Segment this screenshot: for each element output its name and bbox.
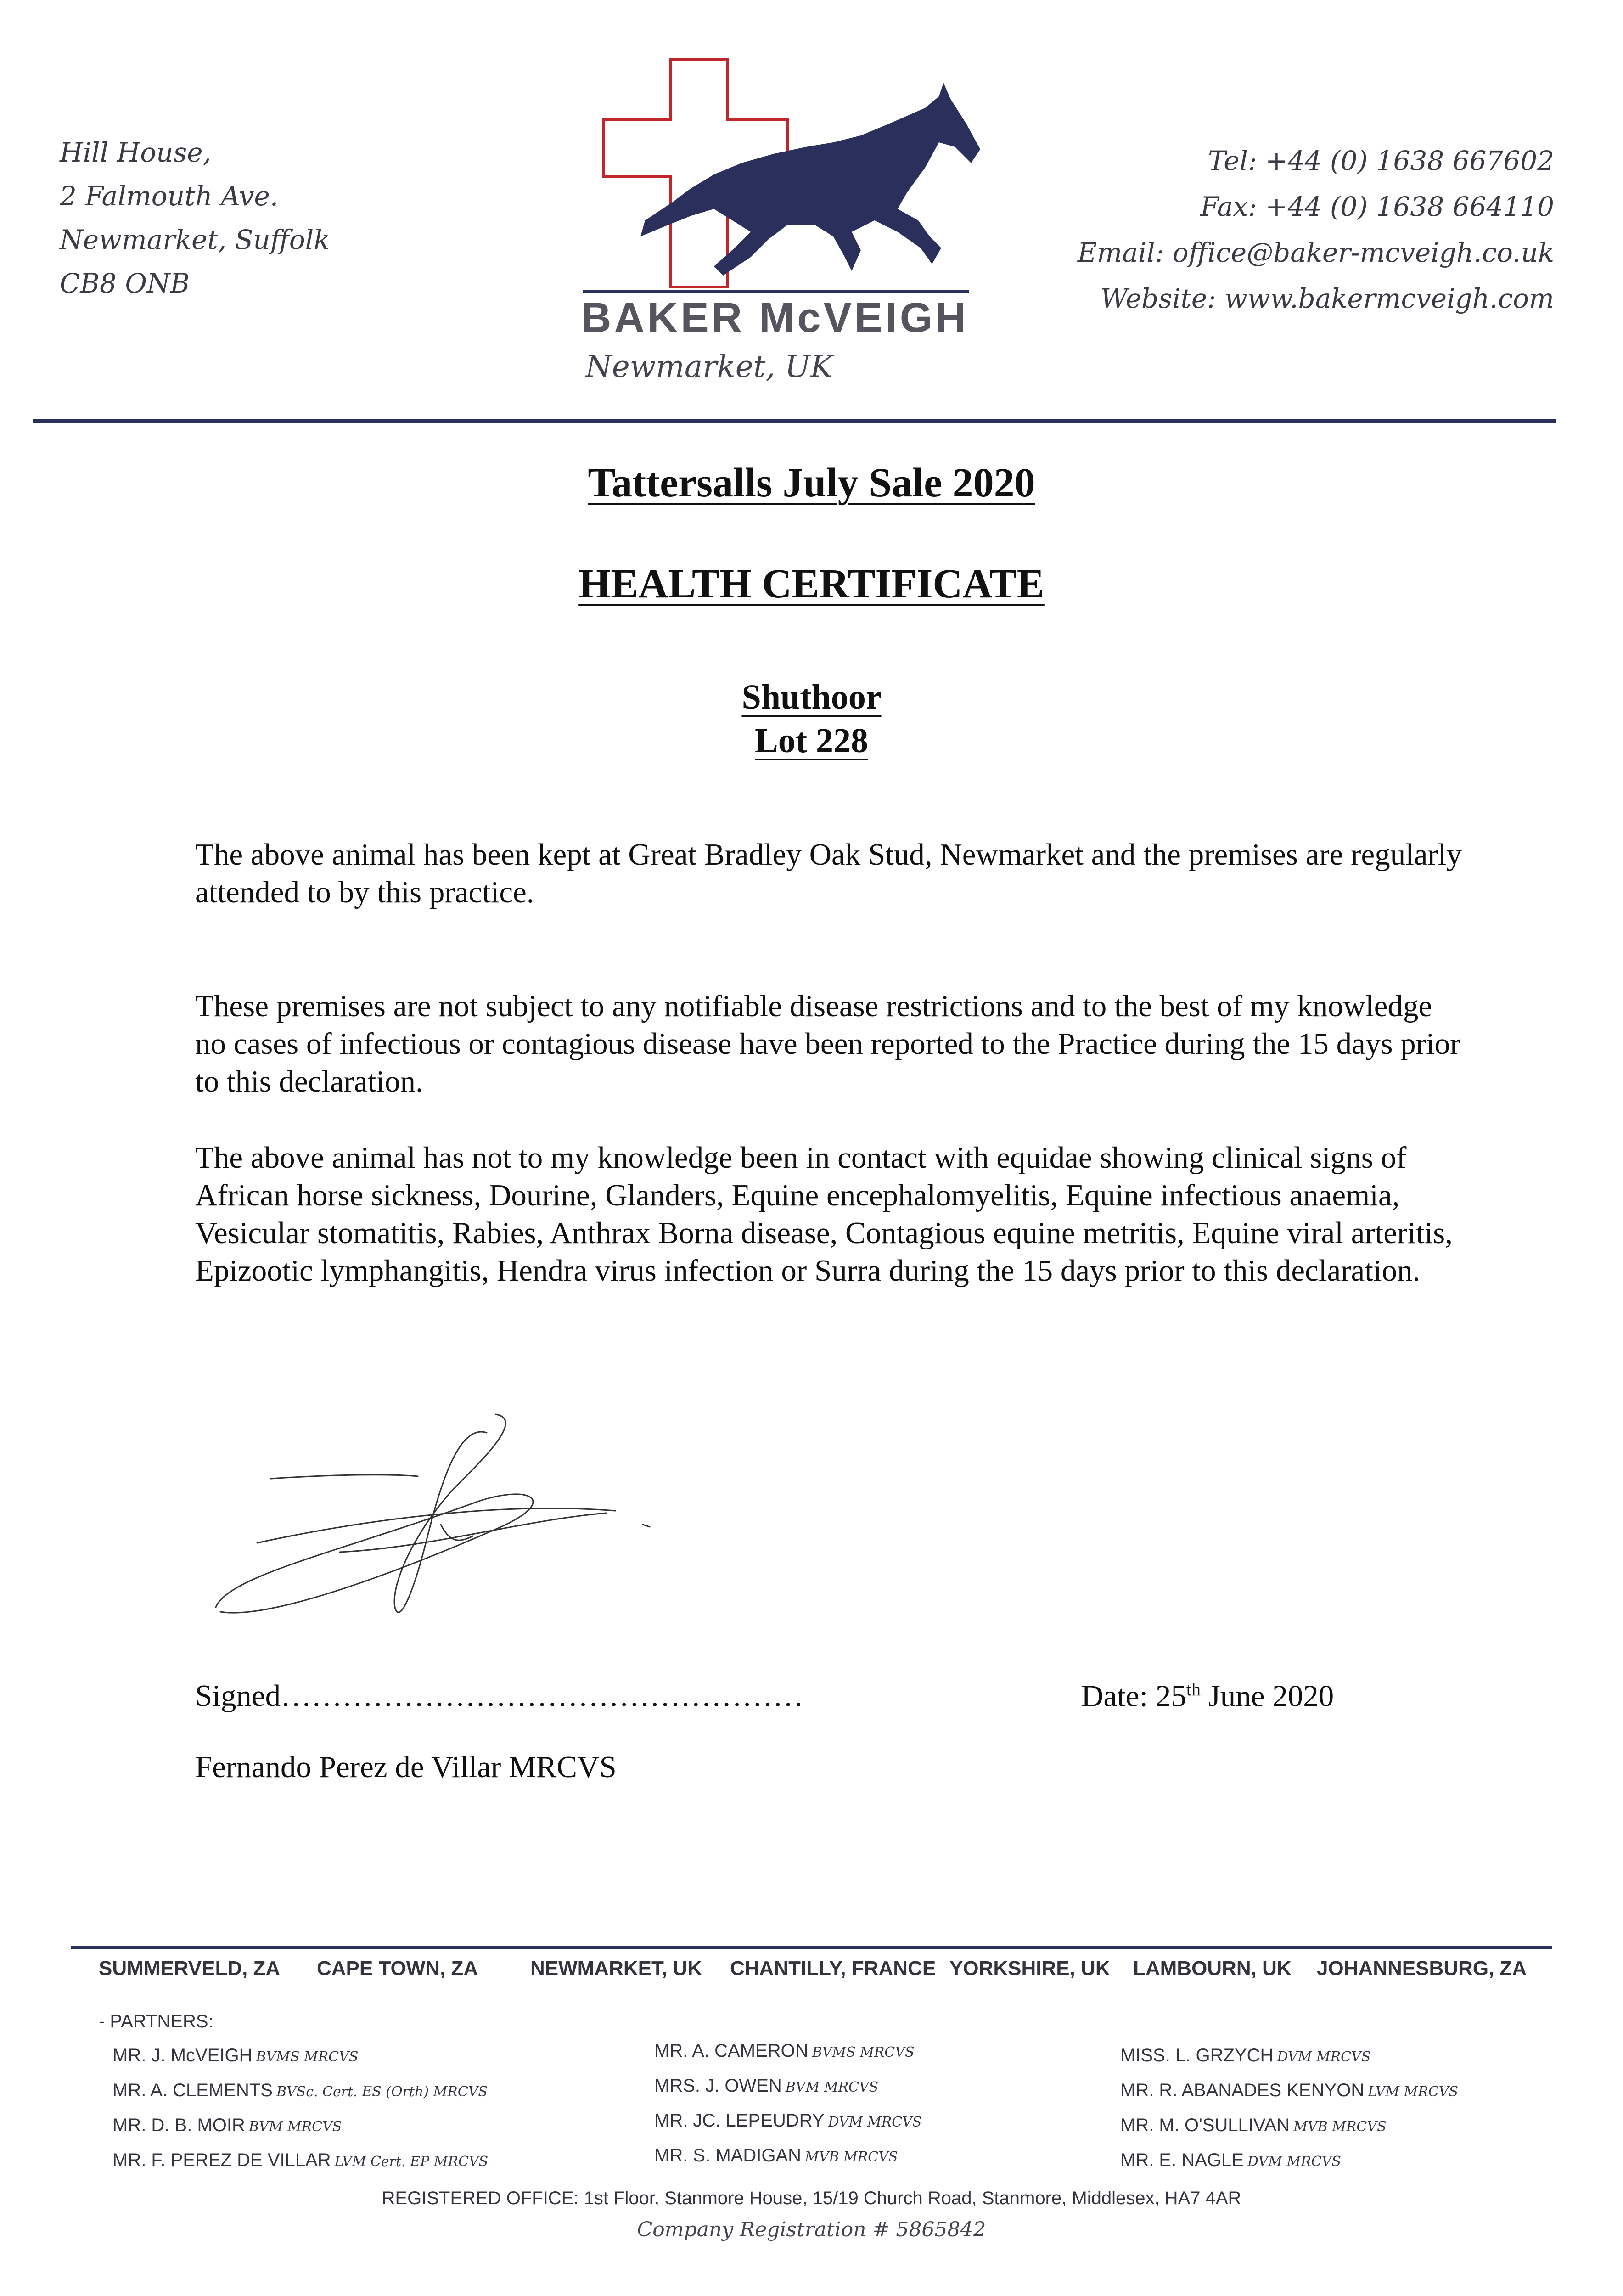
partner-name: MR. E. NAGLE <box>1120 2150 1244 2170</box>
partner-name: MRS. J. OWEN <box>654 2076 782 2096</box>
horse-icon <box>640 83 980 276</box>
partner-qualifications: LVM MRCVS <box>1368 2084 1458 2100</box>
baker-mcveigh-logo <box>576 55 989 294</box>
partner-name: MR. M. O'SULLIVAN <box>1120 2115 1290 2135</box>
lot-number: Lot 228 <box>755 721 868 760</box>
signature-line: Signed…………………………………………… <box>195 1679 804 1713</box>
partner-entry <box>654 2104 921 2139</box>
partner-qualifications: BVMS MRCVS <box>256 2049 359 2065</box>
partner-qualifications: BVM MRCVS <box>248 2119 342 2135</box>
partner-entry <box>112 2109 488 2144</box>
partners-label: - PARTNERS: <box>99 2011 213 2032</box>
partner-entry <box>654 2139 921 2174</box>
address-line: CB8 ONB <box>60 268 190 299</box>
partner-qualifications: DVM MRCVS <box>828 2114 922 2130</box>
address-line: Hill House, <box>60 137 212 168</box>
partner-entry <box>1120 2144 1458 2178</box>
partners-column <box>654 2034 921 2174</box>
fax-number: Fax: +44 (0) 1638 664110 <box>1200 191 1554 222</box>
partner-qualifications: BVM MRCVS <box>785 2079 879 2095</box>
paragraph-disease-restrictions: These premises are not subject to any notifiable disease restrictions and to the best of my knowledge no cases of infectious or contagious disease have been reported to the Practice during the 15 days prior to this declaration. <box>195 989 1460 1098</box>
header-divider <box>33 419 1556 423</box>
address-line: Newmarket, Suffolk <box>60 224 330 255</box>
partner-qualifications: BVMS MRCVS <box>812 2044 915 2060</box>
office-location: JOHANNESBURG, ZA <box>1317 1957 1527 1980</box>
partner-entry <box>112 2039 488 2074</box>
partner-entry <box>654 2069 921 2104</box>
partners-column <box>1120 2039 1458 2178</box>
sale-title: Tattersalls July Sale 2020 <box>588 460 1035 506</box>
partner-entry <box>1120 2109 1458 2144</box>
office-location: LAMBOURN, UK <box>1133 1957 1292 1980</box>
paragraph-contact-declaration: The above animal has not to my knowledge been in contact with equidae showing clinical signs of African horse sickness, Dourine, Glanders, Equine encephalomyelitis, Equine infectious anaemia, Vesicular stomatitis, Rabies, Anthrax Borna disease, Contagious equine metritis, Equine viral arteritis, Epizootic lymphangitis, Hendra virus infection or Surra during the 15 days prior to this declaration. <box>195 1141 1453 1288</box>
office-location: CAPE TOWN, ZA <box>317 1957 478 1980</box>
office-location: NEWMARKET, UK <box>530 1957 702 1980</box>
partner-qualifications: MVB MRCVS <box>1293 2119 1387 2135</box>
email-address: Email: office@baker-mcveigh.co.uk <box>1077 237 1554 268</box>
signer-name: Fernando Perez de Villar MRCVS <box>195 1750 617 1784</box>
office-location: YORKSHIRE, UK <box>949 1957 1110 1980</box>
partner-entry <box>112 2144 488 2178</box>
address-line: 2 Falmouth Ave. <box>60 180 279 212</box>
partner-entry <box>654 2034 921 2069</box>
partner-entry <box>1120 2074 1458 2109</box>
partner-name: MR. F. PEREZ DE VILLAR <box>112 2150 331 2170</box>
handwritten-signature <box>202 1405 684 1635</box>
brand-name: BAKER McVEIGH <box>581 294 969 341</box>
partner-name: MR. S. MADIGAN <box>654 2145 802 2166</box>
partners-column <box>112 2039 488 2178</box>
partner-name: MR. J. McVEIGH <box>112 2045 253 2065</box>
office-location: CHANTILLY, FRANCE <box>730 1957 936 1980</box>
company-registration: Company Registration # 5865842 <box>637 2218 986 2241</box>
partner-name: MR. A. CAMERON <box>654 2041 809 2061</box>
partner-name: MR. JC. LEPEUDRY <box>654 2110 825 2131</box>
partner-name: MISS. L. GRZYCH <box>1120 2045 1274 2065</box>
horse-name: Shuthoor <box>741 678 882 716</box>
partner-qualifications: LVM Cert. EP MRCVS <box>334 2154 489 2170</box>
declaration-date <box>1081 1678 1334 1714</box>
website: Website: www.bakermcveigh.com <box>1100 283 1554 314</box>
paragraph-premises: The above animal has been kept at Great Bradley Oak Stud, Newmarket and the premises are regularly attended to by this practice. <box>195 838 1462 909</box>
partner-entry <box>112 2074 488 2109</box>
partner-qualifications: DVM MRCVS <box>1247 2154 1341 2170</box>
date-prefix: Date: 25 <box>1081 1679 1186 1713</box>
practice-address <box>60 131 330 305</box>
date-ordinal: th <box>1186 1679 1201 1699</box>
partner-name: MR. R. ABANADES KENYON <box>1120 2080 1365 2100</box>
partner-qualifications: BVSc. Cert. ES (Orth) MRCVS <box>276 2084 488 2100</box>
partner-name: MR. D. B. MOIR <box>112 2115 245 2135</box>
logo-underline <box>583 290 969 293</box>
brand-location: Newmarket, UK <box>585 349 833 384</box>
partner-name: MR. A. CLEMENTS <box>112 2080 273 2100</box>
certificate-title: HEALTH CERTIFICATE <box>578 561 1045 607</box>
phone-number: Tel: +44 (0) 1638 667602 <box>1208 145 1554 176</box>
partner-qualifications: DVM MRCVS <box>1277 2049 1371 2065</box>
partner-entry <box>1120 2039 1458 2074</box>
footer-divider <box>71 1946 1552 1949</box>
office-location: SUMMERVELD, ZA <box>99 1957 281 1980</box>
partner-qualifications: MVB MRCVS <box>805 2149 898 2165</box>
registered-office: REGISTERED OFFICE: 1st Floor, Stanmore House, 15/19 Church Road, Stanmore, Middlesex, HA7 4AR <box>382 2188 1241 2208</box>
date-rest: June 2020 <box>1200 1679 1334 1713</box>
contact-details <box>1078 138 1554 321</box>
